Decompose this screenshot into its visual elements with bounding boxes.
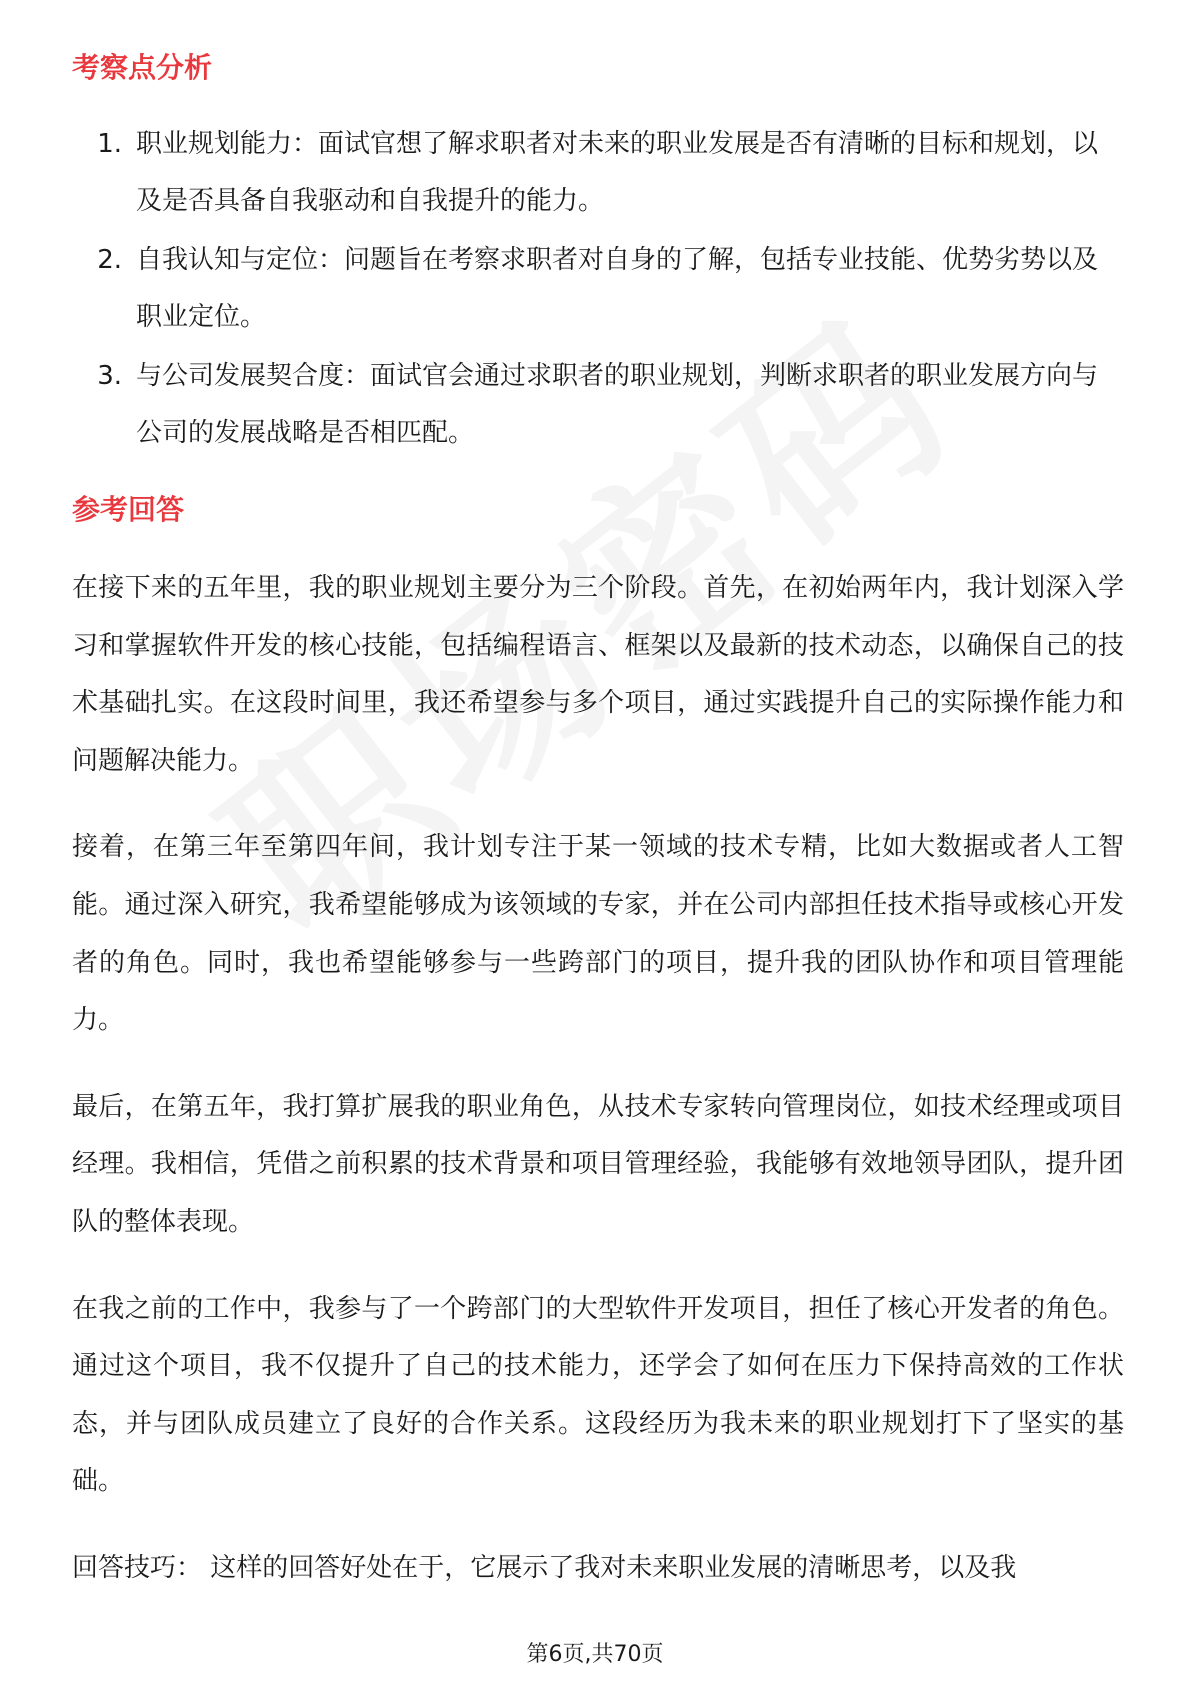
answer-body [72, 560, 1124, 1627]
answer-paragraph: 接着，在第三年至第四年间，我计划专注于某一领域的技术专精，比如大数据或者人工智能。通过深入研究，我希望能够成为该领域的专家，并在公司内部担任技术指导或核心开发者的角色。同时，我也希望能够参与一些跨部门的项目，提升我的团队协作和项目管理能力。 [72, 832, 1124, 1036]
answer-paragraph: 回答技巧： 这样的回答好处在于，它展示了我对未来职业发展的清晰思考，以及我 [72, 1552, 1017, 1583]
list-text: 职业规划能力：面试官想了解求职者对未来的职业发展是否有清晰的目标和规划，以及是否具备自我驱动和自我提升的能力。 [136, 129, 1099, 216]
answer-paragraph: 在我之前的工作中，我参与了一个跨部门的大型软件开发项目，担任了核心开发者的角色。通过这个项目，我不仅提升了自己的技术能力，还学会了如何在压力下保持高效的工作状态，并与团队成员建立了良好的合作关系。这段经历为我未来的职业规划打下了坚实的基础。 [72, 1293, 1124, 1497]
answer-paragraph: 在接下来的五年里，我的职业规划主要分为三个阶段。首先，在初始两年内，我计划深入学习和掌握软件开发的核心技能，包括编程语言、框架以及最新的技术动态，以确保自己的技术基础扎实。在这段时间里，我还希望参与多个项目，通过实践提升自己的实际操作能力和问题解决能力。 [72, 573, 1124, 776]
page-footer [0, 1637, 1190, 1668]
list-number: 2. [97, 245, 122, 275]
analysis-list [72, 116, 1112, 464]
list-number: 3. [97, 361, 122, 391]
list-text: 自我认知与定位：问题旨在考察求职者对自身的了解，包括专业技能、优势劣势以及职业定位。 [136, 245, 1099, 332]
list-item [72, 116, 1112, 230]
section-title-analysis: 考察点分析 [72, 51, 213, 84]
list-text: 与公司发展契合度：面试官会通过求职者的职业规划，判断求职者的职业发展方向与公司的发展战略是否相匹配。 [136, 361, 1099, 448]
list-number: 1. [97, 129, 122, 159]
list-item [72, 232, 1112, 346]
section-title-answer: 参考回答 [72, 493, 185, 526]
list-item [72, 348, 1112, 462]
answer-paragraph: 最后，在第五年，我打算扩展我的职业角色，从技术专家转向管理岗位，如技术经理或项目经理。我相信，凭借之前积累的技术背景和项目管理经验，我能够有效地领导团队，提升团队的整体表现。 [72, 1091, 1124, 1237]
page-number: 第6页,共70页 [526, 1642, 664, 1667]
